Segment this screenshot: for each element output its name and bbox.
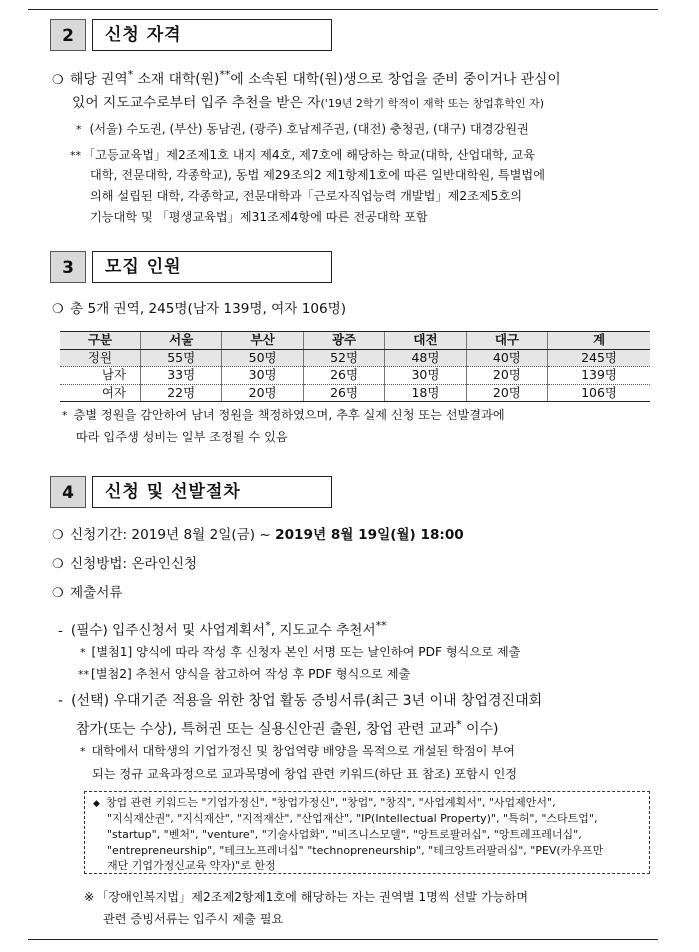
table-row: 여자 22명 20명 26명 18명 20명 106명	[60, 384, 650, 402]
optional-docs: - (선택) 우대기준 적용을 위한 창업 활동 증빙서류(최근 3년 이내 창업경진대회	[58, 693, 543, 709]
disability-note: ※ 「장애인복지법」제2조제2항제1호에 해당하는 자는 권역별 1명씩 선발 가능하며	[84, 890, 529, 904]
table-row: 정원 55명 50명 52명 48명 40명 245명	[60, 349, 650, 367]
keyword-line: "startup", "벤처", "venture", "기술사업화", "비즈니스모델", "앙트로팔러십", "앙트레프레너십",	[107, 828, 582, 841]
required-note-1: * [별첨1] 양식에 따라 작성 후 신청자 본인 서명 또는 날인하여 PDF 형식으로 제출	[80, 645, 521, 659]
section-number: 2	[50, 19, 86, 51]
optional-docs-line2: 참가(또는 수상), 특허권 또는 실용신안권 출원, 창업 관련 교과* 이수)	[76, 718, 499, 738]
circle-bullet-icon: ❍	[52, 302, 64, 317]
table-header-row	[60, 332, 650, 350]
eligibility-paragraph: ❍ 해당 권역* 소재 대학(원)**에 소속된 대학(원)생으로 창업을 준비 중이거나 관심이	[52, 68, 561, 88]
required-note-2: ** [별첨2] 추천서 양식을 참고하여 작성 후 PDF 형식으로 제출	[78, 667, 411, 681]
university-note-line3: 의해 설립된 대학, 각종학교, 전문대학과「근로자직업능력 개발법」제2조제5호의	[90, 189, 522, 203]
disability-note-line2: 관련 증빙서류는 입주시 제출 필요	[103, 912, 284, 926]
gender-ratio-note: * 층별 정원을 감안하여 남녀 정원을 책정하였으며, 추후 실제 신청 또는 선발결과에	[62, 408, 505, 422]
table-row: 남자 33명 30명 26명 30명 20명 139명	[60, 367, 650, 385]
gender-ratio-note-line2: 따라 입주생 성비는 일부 조정될 수 있음	[76, 430, 288, 444]
table-header: 계	[548, 332, 650, 350]
eligibility-paragraph-line2: 있어 지도교수로부터 입주 추천을 받은 자('19년 2학기 학적이 재학 또는 창업휴학인 자)	[72, 95, 545, 111]
keyword-line: "entrepreneurship", "테크노프레너십" "technopreneurship", "테크앙트러팔러십", "PEV(카우프만	[107, 844, 604, 857]
keyword-line: ◆ 창업 관련 키워드는 "기업가정신", "창업가정신", "창업", "창직", "사업계획서", "사업제안서",	[93, 796, 556, 809]
region-note: * (서울) 수도권, (부산) 동남권, (광주) 호남제주권, (대전) 충청권, (대구) 대경강원권	[76, 122, 529, 136]
application-method: ❍ 신청방법: 온라인신청	[52, 556, 198, 572]
circle-bullet-icon: ❍	[52, 528, 64, 543]
recruitment-table	[60, 331, 650, 402]
keyword-line: "지식재산권", "지식재산", "지적재산", "산업재산", "IP(Intellectual Property)", "특허", "스타트업",	[107, 812, 598, 825]
keyword-line: 재단 기업가정신교육 약자)"로 한정	[107, 859, 276, 872]
recruitment-summary: ❍ 총 5개 권역, 245명(남자 139명, 여자 106명)	[52, 301, 347, 317]
section-title: 신청 자격	[92, 19, 332, 51]
bottom-rule	[28, 939, 658, 940]
section-title: 신청 및 선발절차	[92, 476, 332, 508]
circle-bullet-icon: ❍	[52, 72, 64, 88]
required-docs: - (필수) 입주신청서 및 사업계획서*, 지도교수 추천서**	[58, 619, 387, 639]
section-number: 3	[50, 251, 86, 283]
circle-bullet-icon: ❍	[52, 586, 64, 601]
university-note: ** 「고등교육법」제2조제1호 내지 제4호, 제7호에 해당하는 학교(대학, 산업대학, 교육	[70, 148, 536, 162]
submission-docs: ❍ 제출서류	[52, 585, 123, 601]
optional-note: * 대학에서 대학생의 기업가정신 및 창업역량 배양을 목적으로 개설된 학점이 부여	[80, 744, 515, 758]
diamond-bullet-icon: ◆	[93, 799, 100, 809]
top-rule	[28, 9, 658, 10]
section-title: 모집 인원	[92, 251, 332, 283]
section-number: 4	[50, 476, 86, 508]
university-note-line4: 기능대학 및 「평생교육법」제31조제4항에 따른 전공대학 포함	[90, 210, 428, 224]
circle-bullet-icon: ❍	[52, 557, 64, 572]
table-header: 서울	[141, 332, 222, 350]
keyword-box	[84, 791, 650, 874]
university-note-line2: 대학, 전문대학, 각종학교), 동법 제29조의2 제1항제1호에 따른 일반대학원, 특별법에	[90, 168, 545, 182]
table-header: 대구	[466, 332, 547, 350]
table-header: 구분	[60, 332, 141, 350]
table-header: 부산	[222, 332, 303, 350]
table-header: 광주	[303, 332, 384, 350]
table-header: 대전	[385, 332, 466, 350]
application-period: ❍ 신청기간: 2019년 8월 2일(금) ~ 2019년 8월 19일(월) 18:00	[52, 527, 464, 543]
optional-note-line2: 되는 정규 교육과정으로 교과목명에 창업 관련 키워드(하단 표 참조) 포함시 인정	[92, 767, 517, 781]
